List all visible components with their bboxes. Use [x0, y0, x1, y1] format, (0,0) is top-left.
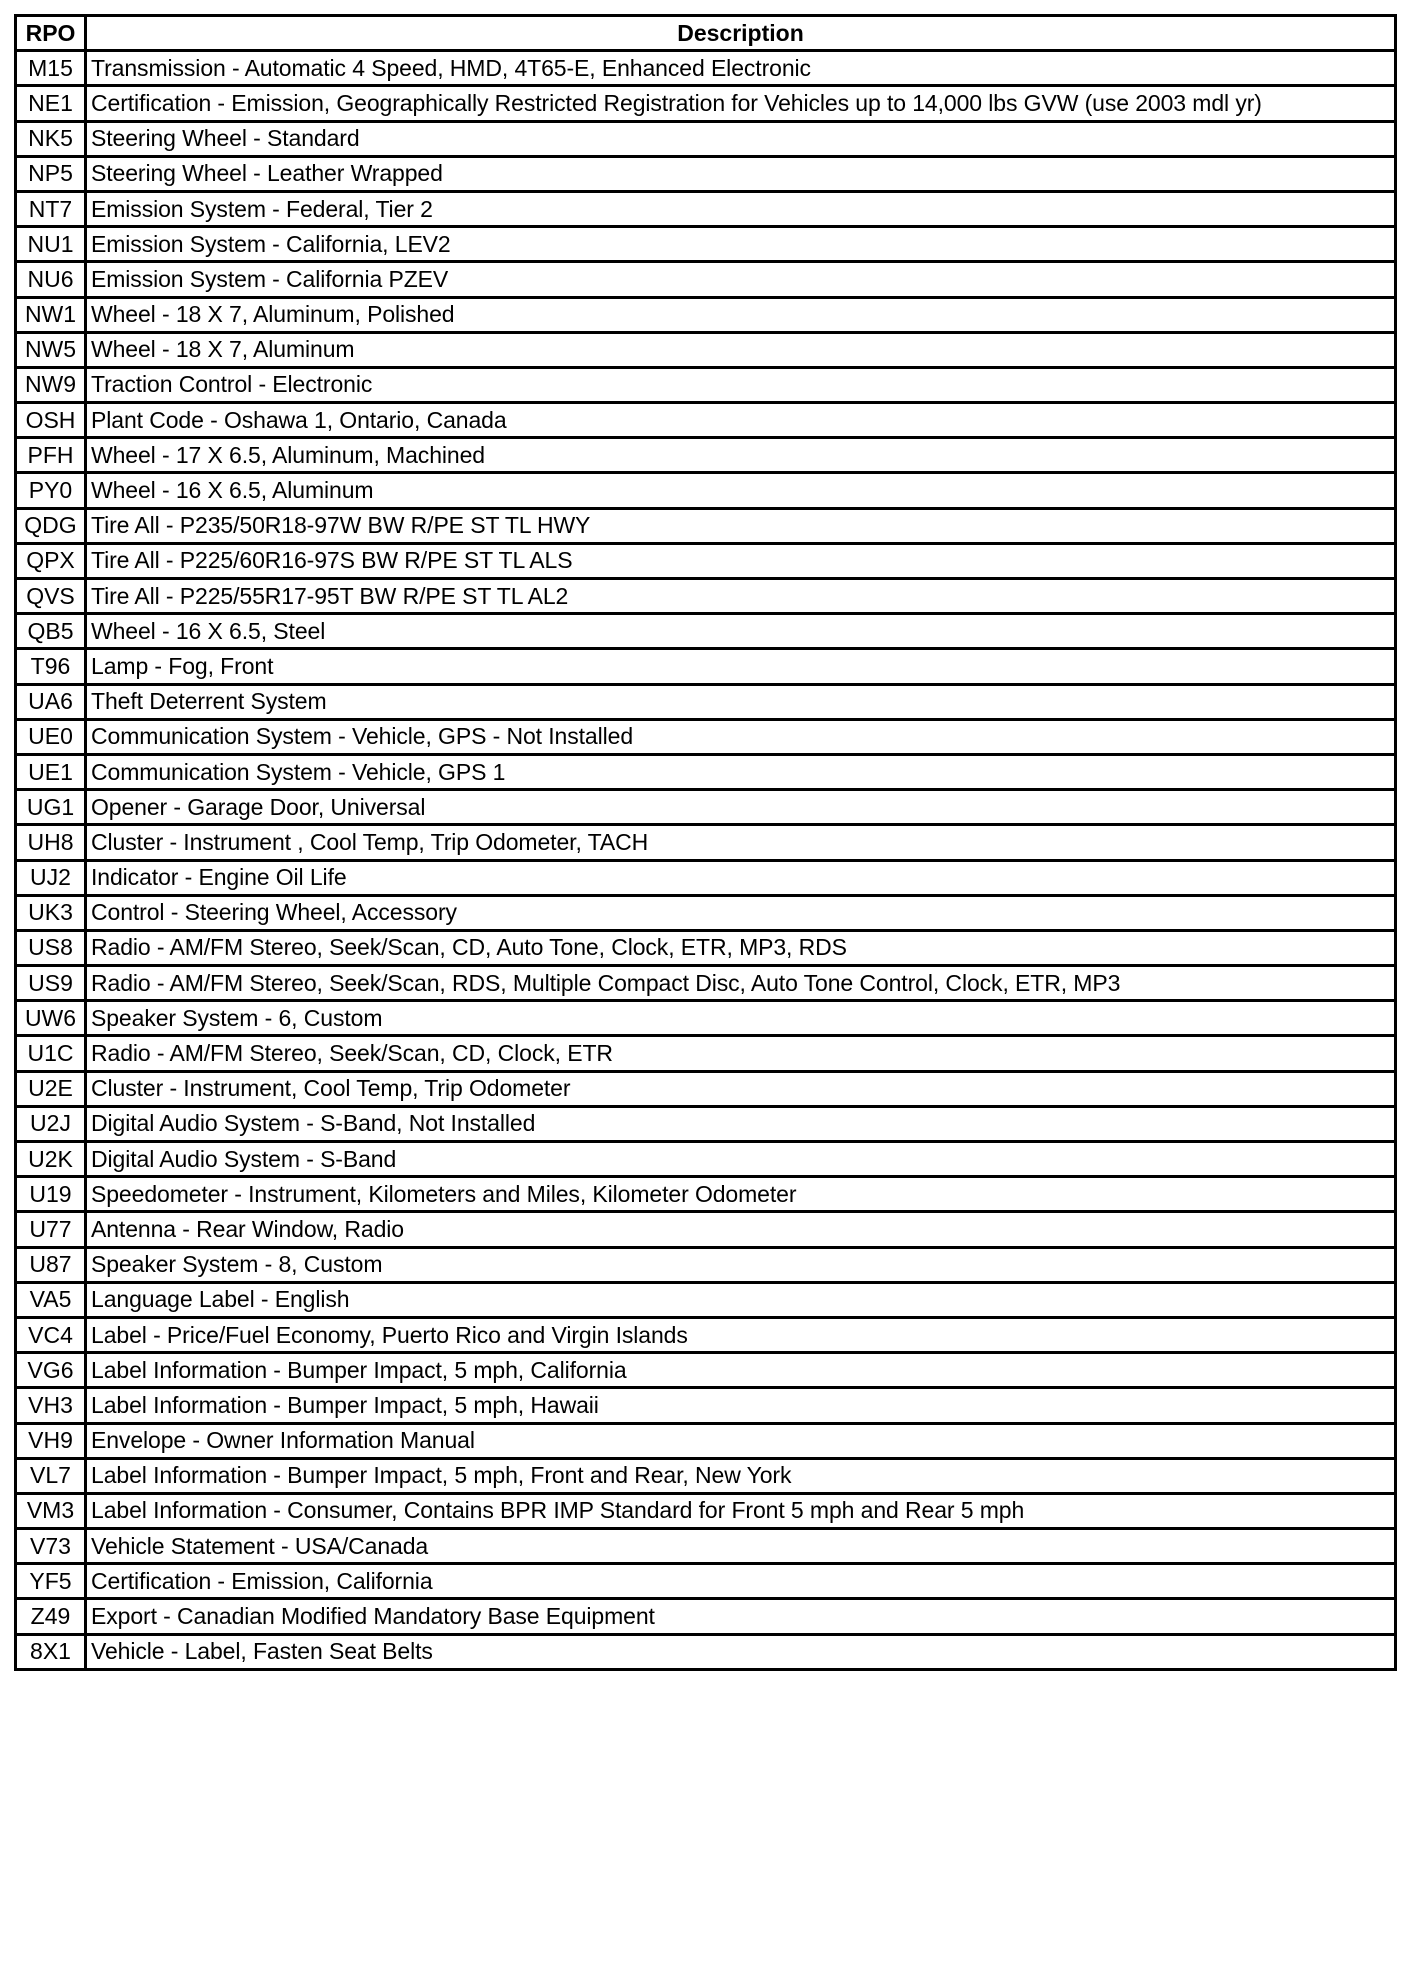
table-row: [16, 262, 1396, 297]
description-cell: Label - Price/Fuel Economy, Puerto Rico and Virgin Islands: [86, 1317, 1396, 1352]
rpo-code-cell: UJ2: [16, 860, 86, 895]
rpo-code-cell: U19: [16, 1177, 86, 1212]
table-row: [16, 51, 1396, 86]
description-cell: Emission System - California, LEV2: [86, 227, 1396, 262]
description-cell: Opener - Garage Door, Universal: [86, 790, 1396, 825]
table-row: [16, 508, 1396, 543]
rpo-code-cell: US9: [16, 966, 86, 1001]
rpo-code-cell: US8: [16, 930, 86, 965]
rpo-code-cell: VM3: [16, 1493, 86, 1528]
rpo-code-cell: VL7: [16, 1458, 86, 1493]
rpo-code-cell: U87: [16, 1247, 86, 1282]
description-cell: Language Label - English: [86, 1282, 1396, 1317]
table-row: [16, 1634, 1396, 1669]
table-row: [16, 1458, 1396, 1493]
description-cell: Digital Audio System - S-Band: [86, 1142, 1396, 1177]
description-cell: Vehicle Statement - USA/Canada: [86, 1529, 1396, 1564]
table-row: [16, 332, 1396, 367]
description-cell: Antenna - Rear Window, Radio: [86, 1212, 1396, 1247]
table-row: [16, 754, 1396, 789]
rpo-code-cell: NW9: [16, 367, 86, 402]
table-row: [16, 930, 1396, 965]
table-row: [16, 297, 1396, 332]
rpo-code-cell: UA6: [16, 684, 86, 719]
rpo-code-cell: UE0: [16, 719, 86, 754]
table-row: [16, 1423, 1396, 1458]
table-row: [16, 1036, 1396, 1071]
description-cell: Steering Wheel - Leather Wrapped: [86, 156, 1396, 191]
table-row: [16, 684, 1396, 719]
rpo-code-cell: U2E: [16, 1071, 86, 1106]
rpo-code-cell: NK5: [16, 121, 86, 156]
description-cell: Speedometer - Instrument, Kilometers and Miles, Kilometer Odometer: [86, 1177, 1396, 1212]
description-cell: Wheel - 18 X 7, Aluminum: [86, 332, 1396, 367]
rpo-code-cell: VG6: [16, 1353, 86, 1388]
description-cell: Envelope - Owner Information Manual: [86, 1423, 1396, 1458]
rpo-code-cell: V73: [16, 1529, 86, 1564]
rpo-code-cell: VC4: [16, 1317, 86, 1352]
table-row: [16, 895, 1396, 930]
description-cell: Certification - Emission, Geographically Restricted Registration for Vehicles up to 14,000 lbs GVW (use 2003 mdl yr): [86, 86, 1396, 121]
description-cell: Export - Canadian Modified Mandatory Base Equipment: [86, 1599, 1396, 1634]
table-row: [16, 860, 1396, 895]
rpo-code-cell: NE1: [16, 86, 86, 121]
description-cell: Communication System - Vehicle, GPS - Not Installed: [86, 719, 1396, 754]
table-body: [16, 51, 1396, 1670]
table-row: [16, 719, 1396, 754]
header-description: Description: [86, 16, 1396, 51]
table-row: [16, 1493, 1396, 1528]
rpo-code-cell: QDG: [16, 508, 86, 543]
description-cell: Theft Deterrent System: [86, 684, 1396, 719]
description-cell: Cluster - Instrument , Cool Temp, Trip Odometer, TACH: [86, 825, 1396, 860]
rpo-code-cell: VH9: [16, 1423, 86, 1458]
rpo-code-cell: U1C: [16, 1036, 86, 1071]
description-cell: Speaker System - 6, Custom: [86, 1001, 1396, 1036]
table-row: [16, 1599, 1396, 1634]
description-cell: Communication System - Vehicle, GPS 1: [86, 754, 1396, 789]
rpo-code-cell: NT7: [16, 191, 86, 226]
table-row: [16, 1001, 1396, 1036]
description-cell: Transmission - Automatic 4 Speed, HMD, 4T65-E, Enhanced Electronic: [86, 51, 1396, 86]
rpo-code-cell: QB5: [16, 614, 86, 649]
table-row: [16, 473, 1396, 508]
table-row: [16, 649, 1396, 684]
rpo-code-cell: NU1: [16, 227, 86, 262]
table-row: [16, 1388, 1396, 1423]
description-cell: Certification - Emission, California: [86, 1564, 1396, 1599]
description-cell: Radio - AM/FM Stereo, Seek/Scan, CD, Auto Tone, Clock, ETR, MP3, RDS: [86, 930, 1396, 965]
table-row: [16, 1177, 1396, 1212]
description-cell: Label Information - Bumper Impact, 5 mph, Front and Rear, New York: [86, 1458, 1396, 1493]
description-cell: Plant Code - Oshawa 1, Ontario, Canada: [86, 403, 1396, 438]
description-cell: Speaker System - 8, Custom: [86, 1247, 1396, 1282]
table-row: [16, 825, 1396, 860]
description-cell: Radio - AM/FM Stereo, Seek/Scan, RDS, Multiple Compact Disc, Auto Tone Control, Clock, ETR, MP3: [86, 966, 1396, 1001]
table-row: [16, 966, 1396, 1001]
rpo-table: [14, 14, 1397, 1671]
description-cell: Emission System - California PZEV: [86, 262, 1396, 297]
rpo-code-cell: YF5: [16, 1564, 86, 1599]
description-cell: Vehicle - Label, Fasten Seat Belts: [86, 1634, 1396, 1669]
rpo-code-cell: UW6: [16, 1001, 86, 1036]
description-cell: Wheel - 17 X 6.5, Aluminum, Machined: [86, 438, 1396, 473]
description-cell: Wheel - 16 X 6.5, Aluminum: [86, 473, 1396, 508]
description-cell: Tire All - P225/60R16-97S BW R/PE ST TL ALS: [86, 543, 1396, 578]
rpo-code-cell: NP5: [16, 156, 86, 191]
rpo-code-cell: T96: [16, 649, 86, 684]
table-row: [16, 156, 1396, 191]
rpo-code-cell: QPX: [16, 543, 86, 578]
description-cell: Tire All - P225/55R17-95T BW R/PE ST TL AL2: [86, 579, 1396, 614]
rpo-code-cell: U77: [16, 1212, 86, 1247]
description-cell: Cluster - Instrument, Cool Temp, Trip Odometer: [86, 1071, 1396, 1106]
rpo-code-cell: UK3: [16, 895, 86, 930]
rpo-code-cell: U2K: [16, 1142, 86, 1177]
table-row: [16, 1106, 1396, 1141]
rpo-code-cell: PFH: [16, 438, 86, 473]
description-cell: Steering Wheel - Standard: [86, 121, 1396, 156]
description-cell: Radio - AM/FM Stereo, Seek/Scan, CD, Clock, ETR: [86, 1036, 1396, 1071]
table-row: [16, 1353, 1396, 1388]
rpo-code-cell: Z49: [16, 1599, 86, 1634]
table-row: [16, 121, 1396, 156]
description-cell: Wheel - 16 X 6.5, Steel: [86, 614, 1396, 649]
rpo-code-cell: M15: [16, 51, 86, 86]
table-row: [16, 1317, 1396, 1352]
rpo-code-cell: U2J: [16, 1106, 86, 1141]
description-cell: Indicator - Engine Oil Life: [86, 860, 1396, 895]
table-row: [16, 1564, 1396, 1599]
rpo-code-cell: NU6: [16, 262, 86, 297]
header-row: [16, 16, 1396, 51]
rpo-code-cell: PY0: [16, 473, 86, 508]
rpo-code-cell: QVS: [16, 579, 86, 614]
rpo-code-cell: NW1: [16, 297, 86, 332]
table-row: [16, 227, 1396, 262]
table-row: [16, 1142, 1396, 1177]
description-cell: Lamp - Fog, Front: [86, 649, 1396, 684]
table-row: [16, 543, 1396, 578]
description-cell: Control - Steering Wheel, Accessory: [86, 895, 1396, 930]
rpo-code-cell: NW5: [16, 332, 86, 367]
table-row: [16, 579, 1396, 614]
description-cell: Digital Audio System - S-Band, Not Installed: [86, 1106, 1396, 1141]
description-cell: Label Information - Bumper Impact, 5 mph, California: [86, 1353, 1396, 1388]
table-row: [16, 1071, 1396, 1106]
table-row: [16, 403, 1396, 438]
table-row: [16, 191, 1396, 226]
description-cell: Traction Control - Electronic: [86, 367, 1396, 402]
table-row: [16, 1529, 1396, 1564]
description-cell: Emission System - Federal, Tier 2: [86, 191, 1396, 226]
table-row: [16, 1212, 1396, 1247]
description-cell: Label Information - Consumer, Contains BPR IMP Standard for Front 5 mph and Rear 5 mph: [86, 1493, 1396, 1528]
table-row: [16, 86, 1396, 121]
rpo-code-cell: UE1: [16, 754, 86, 789]
table-row: [16, 367, 1396, 402]
table-row: [16, 1282, 1396, 1317]
rpo-code-cell: VH3: [16, 1388, 86, 1423]
rpo-code-cell: UG1: [16, 790, 86, 825]
rpo-code-cell: OSH: [16, 403, 86, 438]
table-row: [16, 614, 1396, 649]
table-header: [16, 16, 1396, 51]
description-cell: Label Information - Bumper Impact, 5 mph, Hawaii: [86, 1388, 1396, 1423]
table-row: [16, 438, 1396, 473]
table-row: [16, 1247, 1396, 1282]
table-row: [16, 790, 1396, 825]
rpo-code-cell: 8X1: [16, 1634, 86, 1669]
rpo-code-cell: VA5: [16, 1282, 86, 1317]
header-rpo: RPO: [16, 16, 86, 51]
rpo-code-cell: UH8: [16, 825, 86, 860]
description-cell: Tire All - P235/50R18-97W BW R/PE ST TL HWY: [86, 508, 1396, 543]
description-cell: Wheel - 18 X 7, Aluminum, Polished: [86, 297, 1396, 332]
